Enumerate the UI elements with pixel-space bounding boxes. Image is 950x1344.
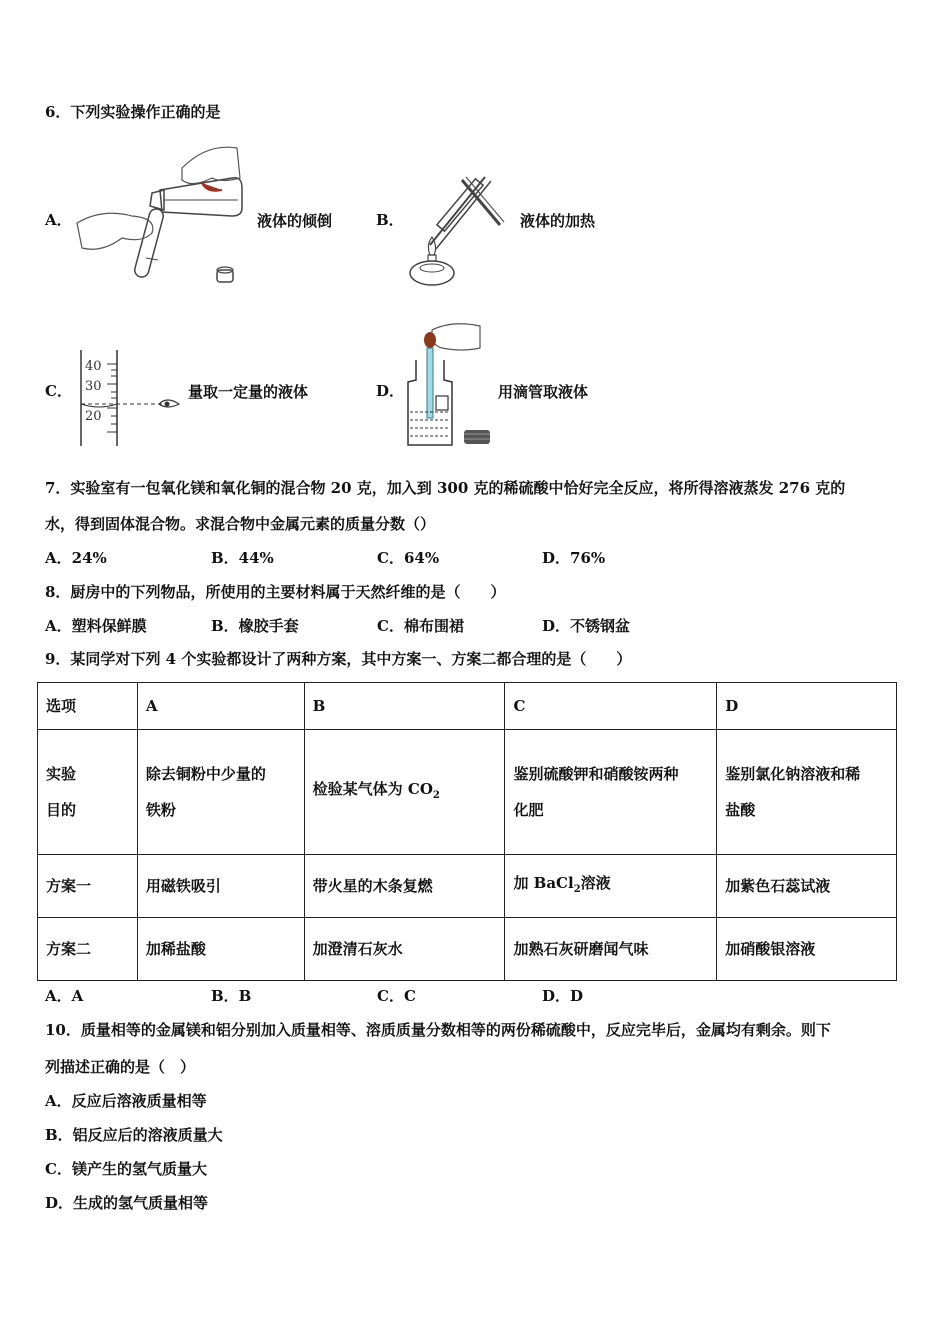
header-cell: 选项 (38, 683, 138, 730)
purpose-line: 除去铜粉中少量的 (145, 765, 266, 783)
purpose-cell-c (505, 730, 717, 855)
q9-option-c: C．C (377, 987, 416, 1005)
subscript: 2 (432, 789, 440, 801)
q10-option-c: C．镁产生的氢气质量大 (45, 1160, 207, 1178)
purpose-cell-b (304, 730, 505, 855)
q6-option-d-letter: D． (376, 382, 405, 400)
header-cell: B (304, 683, 505, 730)
header-cell: A (137, 683, 304, 730)
q7-stem-line1: 7．实验室有一包氧化镁和氧化铜的混合物 20 克，加入到 300 克的稀硫酸中恰好完全反应，将所得溶液蒸发 276 克的 (45, 479, 846, 497)
header-cell: C (505, 683, 717, 730)
q6-stem: 6．下列实验操作正确的是 (45, 103, 221, 121)
purpose-label-line: 实验 (46, 765, 77, 783)
q8-option-d: D．不锈钢盆 (542, 617, 631, 635)
subscript: 2 (573, 883, 581, 895)
graduated-cylinder-figure (75, 348, 185, 448)
purpose-line: 鉴别硫酸钾和硝酸铵两种 (513, 765, 679, 783)
q7-option-d: D．76% (542, 549, 606, 567)
pouring-liquid-figure (72, 138, 252, 288)
purpose-label-cell (38, 730, 138, 855)
dropper-figure (402, 320, 497, 450)
purpose-text: 检验某气体为 CO (312, 779, 433, 798)
q10-option-d: D．生成的氢气质量相等 (45, 1194, 209, 1212)
q10-stem-line1: 10．质量相等的金属镁和铝分别加入质量相等、溶质质量分数相等的两份稀硫酸中，反应完毕后，金属均有剩余。则下 (45, 1021, 831, 1039)
plan-text: 加 BaCl (513, 873, 574, 892)
q9-option-b: B．B (211, 987, 252, 1005)
purpose-cell-a (137, 730, 304, 855)
purpose-line: 鉴别氯化钠溶液和稀 (725, 765, 861, 783)
heating-liquid-figure (400, 165, 520, 290)
purpose-line: 化肥 (513, 801, 544, 819)
q8-option-a: A．塑料保鲜膜 (45, 617, 147, 635)
q10-option-a: A．反应后溶液质量相等 (45, 1092, 207, 1110)
plan1-cell-d: 加紫色石蕊试液 (717, 855, 897, 918)
q8-option-b: B．橡胶手套 (211, 617, 299, 635)
q10-stem-line2: 列描述正确的是（ ） (45, 1058, 196, 1076)
plan2-cell-c: 加熟石灰研磨闻气味 (505, 918, 717, 981)
q7-option-c: C．64% (377, 549, 440, 567)
q6-option-a-caption: 液体的倾倒 (257, 212, 333, 230)
q9-option-a: A．A (45, 987, 84, 1005)
purpose-cell-d (717, 730, 897, 855)
plan2-cell-b: 加澄清石灰水 (304, 918, 505, 981)
q10-option-b: B．铝反应后的溶液质量大 (45, 1126, 223, 1144)
q7-stem-line2: 水，得到固体混合物。求混合物中金属元素的质量分数（） (45, 515, 436, 533)
table-header-row (38, 683, 897, 730)
plan1-cell-b: 带火星的木条复燃 (304, 855, 505, 918)
q6-option-b-letter: B． (376, 211, 404, 229)
table-row-plan2 (38, 918, 897, 981)
header-cell: D (717, 683, 897, 730)
q8-stem: 8．厨房中的下列物品，所使用的主要材料属于天然纤维的是（ ） (45, 583, 506, 601)
table-row-purpose (38, 730, 897, 855)
plan2-label-cell: 方案二 (38, 918, 138, 981)
q8-option-c: C．棉布围裙 (377, 617, 464, 635)
q6-option-b-caption: 液体的加热 (520, 212, 596, 230)
plan1-label-cell: 方案一 (38, 855, 138, 918)
q7-option-b: B．44% (211, 549, 274, 567)
plan2-cell-d: 加硝酸银溶液 (717, 918, 897, 981)
plan1-cell-a: 用磁铁吸引 (137, 855, 304, 918)
q9-option-d: D．D (542, 987, 584, 1005)
q6-option-a-letter: A． (45, 211, 72, 229)
cylinder-tick-20: 20 (85, 409, 102, 424)
q6-option-d-caption: 用滴管取液体 (498, 383, 589, 401)
q9-stem: 9．某同学对下列 4 个实验都设计了两种方案，其中方案一、方案二都合理的是（ ） (45, 650, 632, 668)
cylinder-tick-40: 40 (85, 359, 102, 374)
purpose-line: 铁粉 (145, 801, 176, 819)
q9-table (37, 682, 897, 981)
plan-text: 溶液 (580, 873, 611, 892)
purpose-label-line: 目的 (46, 801, 77, 819)
purpose-line: 盐酸 (725, 801, 756, 819)
plan2-cell-a: 加稀盐酸 (137, 918, 304, 981)
cylinder-tick-30: 30 (85, 379, 102, 394)
q7-option-a: A．24% (45, 549, 107, 567)
table-row-plan1 (38, 855, 897, 918)
q6-option-c-caption: 量取一定量的液体 (188, 383, 309, 401)
plan1-cell-c (505, 855, 717, 918)
q6-option-c-letter: C． (45, 382, 72, 400)
